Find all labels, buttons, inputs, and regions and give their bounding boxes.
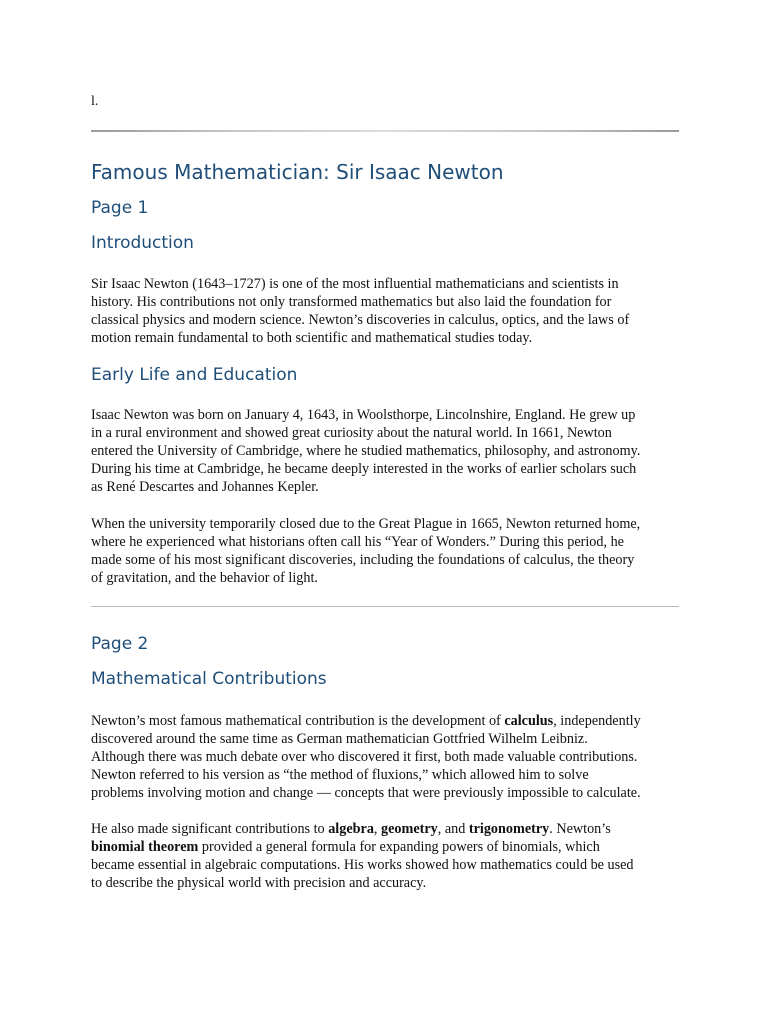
bold-term: geometry	[381, 821, 438, 837]
text-line: classical physics and modern science. Newton’s discoveries in calculus, optics, and the laws of	[91, 312, 630, 328]
introduction-heading: Introduction	[91, 233, 194, 253]
bold-term: algebra	[328, 821, 374, 837]
page-2-label: Page 2	[91, 634, 149, 654]
bold-term: trigonometry	[468, 821, 550, 837]
text-line: When the university temporarily closed due to the Great Plague in 1665, Newton returned home,	[91, 516, 641, 532]
text-line: He also made significant contributions to algebra, geometry, and trigonometry. Newton’s	[91, 821, 611, 837]
contributions-paragraph-1	[91, 712, 683, 802]
text-line: of gravitation, and the behavior of light.	[91, 570, 318, 586]
text-line: problems involving motion and change — concepts that were previously impossible to calculate.	[91, 785, 641, 801]
text-line: discovered around the same time as German mathematician Gottfried Wilhelm Leibniz.	[91, 731, 588, 747]
text-line: where he experienced what historians often call his “Year of Wonders.” During this period, he	[91, 534, 624, 550]
text-line: made some of his most significant discoveries, including the foundations of calculus, the theory	[91, 552, 635, 568]
page-divider	[91, 606, 679, 607]
text-line: motion remain fundamental to both scientific and mathematical studies today.	[91, 330, 533, 346]
text-line: Although there was much debate over who discovered it first, both made valuable contributions.	[91, 749, 638, 765]
early-life-paragraph-2	[91, 515, 683, 587]
text-line: During his time at Cambridge, he became deeply interested in the works of earlier scholars such	[91, 461, 637, 477]
mathematical-contributions-heading: Mathematical Contributions	[91, 669, 327, 689]
text-line: became essential in algebraic computations. His works showed how mathematics could be used	[91, 857, 634, 873]
text-line: binomial theorem provided a general formula for expanding powers of binomials, which	[91, 839, 600, 855]
text-line: as René Descartes and Johannes Kepler.	[91, 479, 319, 495]
text-line: Sir Isaac Newton (1643–1727) is one of the most influential mathematicians and scientists in	[91, 276, 619, 292]
contributions-paragraph-2	[91, 820, 683, 892]
introduction-paragraph	[91, 275, 683, 347]
text-line: entered the University of Cambridge, where he studied mathematics, philosophy, and astronomy.	[91, 443, 641, 459]
text-line: Isaac Newton was born on January 4, 1643, in Woolsthorpe, Lincolnshire, England. He grew up	[91, 407, 636, 423]
early-life-heading: Early Life and Education	[91, 365, 298, 385]
early-life-paragraph-1	[91, 406, 683, 496]
bold-term: binomial theorem	[91, 839, 199, 855]
text-line: in a rural environment and showed great curiosity about the natural world. In 1661, Newton	[91, 425, 612, 441]
list-marker: l.	[91, 94, 99, 109]
text-line: Newton’s most famous mathematical contribution is the development of calculus, independently	[91, 713, 641, 729]
text-line: to describe the physical world with precision and accuracy.	[91, 875, 427, 891]
document-title: Famous Mathematician: Sir Isaac Newton	[91, 160, 504, 184]
text-line: Newton referred to his version as “the method of fluxions,” which allowed him to solve	[91, 767, 589, 783]
bold-term: calculus	[504, 713, 554, 729]
header-divider	[91, 130, 679, 132]
text-line: history. His contributions not only transformed mathematics but also laid the foundation for	[91, 294, 612, 310]
page-1-label: Page 1	[91, 198, 149, 218]
